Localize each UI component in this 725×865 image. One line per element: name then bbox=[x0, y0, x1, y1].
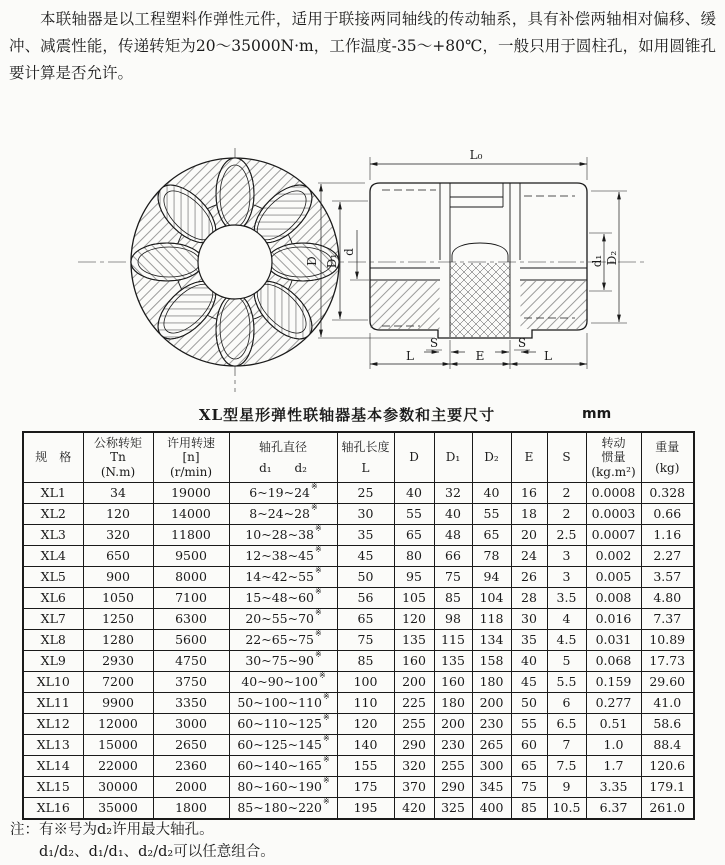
cell-D2: 40 bbox=[472, 483, 511, 504]
cell-bore: 60~110~125※ bbox=[229, 714, 337, 735]
cell-weight: 7.37 bbox=[641, 609, 694, 630]
col-header-length: 轴孔长度 L bbox=[337, 432, 394, 483]
cell-D: 55 bbox=[394, 504, 434, 525]
cell-torque: 900 bbox=[83, 567, 153, 588]
star-mark: ※ bbox=[322, 755, 330, 765]
table-row bbox=[23, 483, 694, 504]
cell-speed: 3000 bbox=[153, 714, 229, 735]
star-mark: ※ bbox=[322, 776, 330, 786]
cell-spec: XL1 bbox=[23, 483, 83, 504]
cell-speed: 2650 bbox=[153, 735, 229, 756]
notes bbox=[10, 819, 275, 863]
cell-length: 85 bbox=[337, 651, 394, 672]
cell-spec: XL5 bbox=[23, 567, 83, 588]
cell-D1: 66 bbox=[434, 546, 472, 567]
cell-weight: 41.0 bbox=[641, 693, 694, 714]
cell-D2: 345 bbox=[472, 777, 511, 798]
cell-inertia: 0.002 bbox=[586, 546, 641, 567]
cell-D: 255 bbox=[394, 714, 434, 735]
col-header-spec: 规 格 bbox=[23, 432, 83, 483]
cell-length: 35 bbox=[337, 525, 394, 546]
table-row bbox=[23, 546, 694, 567]
cell-D1: 48 bbox=[434, 525, 472, 546]
cell-length: 175 bbox=[337, 777, 394, 798]
cell-torque: 2930 bbox=[83, 651, 153, 672]
cell-D1: 135 bbox=[434, 651, 472, 672]
intro-paragraph: 本联轴器是以工程塑料作弹性元件，适用于联接两同轴线的传动轴系，具有补偿两轴相对偏移、缓冲、减震性能，传递转矩为20～35000N·m，工作温度-35～+80℃，一般只用于圆柱孔，如用圆锥孔要计算是否允许。 bbox=[9, 10, 716, 82]
cell-E: 28 bbox=[511, 588, 547, 609]
cell-S: 7.5 bbox=[547, 756, 586, 777]
cell-speed: 3750 bbox=[153, 672, 229, 693]
cell-torque: 1050 bbox=[83, 588, 153, 609]
cell-S: 4.5 bbox=[547, 630, 586, 651]
cell-D: 290 bbox=[394, 735, 434, 756]
cell-E: 20 bbox=[511, 525, 547, 546]
dim-label-S-right: S bbox=[517, 336, 527, 350]
cell-torque: 30000 bbox=[83, 777, 153, 798]
cell-bore: 10~28~38※ bbox=[229, 525, 337, 546]
cell-speed: 14000 bbox=[153, 504, 229, 525]
table-row bbox=[23, 777, 694, 798]
cell-D2: 265 bbox=[472, 735, 511, 756]
cell-D: 135 bbox=[394, 630, 434, 651]
cell-length: 75 bbox=[337, 630, 394, 651]
cell-weight: 261.0 bbox=[641, 798, 694, 820]
cell-inertia: 1.0 bbox=[586, 735, 641, 756]
star-mark: ※ bbox=[322, 692, 330, 702]
cell-inertia: 0.016 bbox=[586, 609, 641, 630]
note-line-1: 注：有※号为d₂许用最大轴孔。 bbox=[10, 822, 214, 838]
cell-spec: XL4 bbox=[23, 546, 83, 567]
left-hub-hatch bbox=[371, 281, 440, 329]
cell-D2: 400 bbox=[472, 798, 511, 820]
col-header-bore: 轴孔直径 d₁ d₂ bbox=[229, 432, 337, 483]
dim-label-S-left: S bbox=[429, 336, 439, 350]
table-row bbox=[23, 798, 694, 820]
star-mark: ※ bbox=[314, 608, 322, 618]
cell-E: 75 bbox=[511, 777, 547, 798]
cell-weight: 120.6 bbox=[641, 756, 694, 777]
cell-torque: 1250 bbox=[83, 609, 153, 630]
star-mark: ※ bbox=[322, 797, 330, 807]
star-mark: ※ bbox=[318, 671, 326, 681]
cell-E: 45 bbox=[511, 672, 547, 693]
cell-D: 65 bbox=[394, 525, 434, 546]
dim-label-d1: d₁ bbox=[590, 254, 604, 268]
star-mark: ※ bbox=[322, 734, 330, 744]
cell-spec: XL14 bbox=[23, 756, 83, 777]
cell-length: 30 bbox=[337, 504, 394, 525]
cell-D2: 200 bbox=[472, 693, 511, 714]
cell-D1: 290 bbox=[434, 777, 472, 798]
coupling-section-view bbox=[370, 183, 587, 338]
table-title: XL型星形弹性联轴器基本参数和主要尺寸 bbox=[198, 406, 496, 424]
cell-D2: 300 bbox=[472, 756, 511, 777]
cell-weight: 179.1 bbox=[641, 777, 694, 798]
cell-torque: 9900 bbox=[83, 693, 153, 714]
col-header-D1: D₁ bbox=[434, 432, 472, 483]
cell-torque: 15000 bbox=[83, 735, 153, 756]
cell-speed: 2000 bbox=[153, 777, 229, 798]
cell-D1: 200 bbox=[434, 714, 472, 735]
dim-label-D1: D₁ bbox=[325, 253, 339, 269]
cell-spec: XL12 bbox=[23, 714, 83, 735]
cell-weight: 0.66 bbox=[641, 504, 694, 525]
col-header-D2: D₂ bbox=[472, 432, 511, 483]
cell-torque: 34 bbox=[83, 483, 153, 504]
cell-speed: 6300 bbox=[153, 609, 229, 630]
cell-E: 30 bbox=[511, 609, 547, 630]
cell-S: 6.5 bbox=[547, 714, 586, 735]
table-row bbox=[23, 630, 694, 651]
dim-label-d: d bbox=[342, 248, 356, 256]
cell-E: 40 bbox=[511, 651, 547, 672]
col-header-E: E bbox=[511, 432, 547, 483]
cell-inertia: 0.0008 bbox=[586, 483, 641, 504]
cell-D1: 85 bbox=[434, 588, 472, 609]
cell-speed: 7100 bbox=[153, 588, 229, 609]
cell-D2: 104 bbox=[472, 588, 511, 609]
cell-S: 7 bbox=[547, 735, 586, 756]
table-row bbox=[23, 672, 694, 693]
unit-label: mm bbox=[582, 406, 612, 422]
cell-D2: 65 bbox=[472, 525, 511, 546]
cell-weight: 1.16 bbox=[641, 525, 694, 546]
col-header-weight: 重量 (kg) bbox=[641, 432, 694, 483]
table-row bbox=[23, 693, 694, 714]
cell-weight: 0.328 bbox=[641, 483, 694, 504]
cell-D: 320 bbox=[394, 756, 434, 777]
cell-E: 85 bbox=[511, 798, 547, 820]
table-row bbox=[23, 651, 694, 672]
cell-inertia: 0.0003 bbox=[586, 504, 641, 525]
cell-inertia: 6.37 bbox=[586, 798, 641, 820]
cell-bore: 22~65~75※ bbox=[229, 630, 337, 651]
cell-speed: 11800 bbox=[153, 525, 229, 546]
cell-S: 5 bbox=[547, 651, 586, 672]
cell-inertia: 0.51 bbox=[586, 714, 641, 735]
cell-S: 5.5 bbox=[547, 672, 586, 693]
cell-spec: XL15 bbox=[23, 777, 83, 798]
cell-S: 2 bbox=[547, 483, 586, 504]
cell-speed: 3350 bbox=[153, 693, 229, 714]
star-mark: ※ bbox=[314, 629, 322, 639]
cell-bore: 15~48~60※ bbox=[229, 588, 337, 609]
col-header-inertia: 转动 惯量 (kg.m²) bbox=[586, 432, 641, 483]
star-mark: ※ bbox=[314, 524, 322, 534]
col-header-speed: 许用转速 [n] (r/min) bbox=[153, 432, 229, 483]
star-mark: ※ bbox=[314, 566, 322, 576]
cell-D: 225 bbox=[394, 693, 434, 714]
cell-bore: 6~19~24※ bbox=[229, 483, 337, 504]
cell-D: 370 bbox=[394, 777, 434, 798]
cell-S: 4 bbox=[547, 609, 586, 630]
star-mark: ※ bbox=[311, 482, 318, 492]
table-row bbox=[23, 567, 694, 588]
cell-D1: 180 bbox=[434, 693, 472, 714]
cell-speed: 19000 bbox=[153, 483, 229, 504]
cell-D2: 78 bbox=[472, 546, 511, 567]
cell-spec: XL2 bbox=[23, 504, 83, 525]
cell-inertia: 0.008 bbox=[586, 588, 641, 609]
cell-bore: 60~140~165※ bbox=[229, 756, 337, 777]
star-mark: ※ bbox=[314, 650, 322, 660]
cell-inertia: 1.7 bbox=[586, 756, 641, 777]
cell-D1: 40 bbox=[434, 504, 472, 525]
spec-table bbox=[22, 431, 695, 820]
cell-torque: 650 bbox=[83, 546, 153, 567]
cell-weight: 88.4 bbox=[641, 735, 694, 756]
cell-E: 35 bbox=[511, 630, 547, 651]
dim-label-L-left: L bbox=[406, 349, 414, 363]
cell-D: 200 bbox=[394, 672, 434, 693]
star-mark: ※ bbox=[311, 503, 318, 513]
cell-E: 60 bbox=[511, 735, 547, 756]
cell-spec: XL13 bbox=[23, 735, 83, 756]
cell-E: 18 bbox=[511, 504, 547, 525]
cell-length: 45 bbox=[337, 546, 394, 567]
cell-inertia: 0.159 bbox=[586, 672, 641, 693]
cell-speed: 4750 bbox=[153, 651, 229, 672]
star-hub-dome bbox=[452, 243, 508, 262]
cell-weight: 4.80 bbox=[641, 588, 694, 609]
col-header-torque: 公称转矩 Tn (N.m) bbox=[83, 432, 153, 483]
cell-D1: 75 bbox=[434, 567, 472, 588]
cell-D2: 158 bbox=[472, 651, 511, 672]
cell-spec: XL10 bbox=[23, 672, 83, 693]
cell-length: 50 bbox=[337, 567, 394, 588]
cell-bore: 14~42~55※ bbox=[229, 567, 337, 588]
cell-D: 40 bbox=[394, 483, 434, 504]
cell-speed: 5600 bbox=[153, 630, 229, 651]
cell-D1: 230 bbox=[434, 735, 472, 756]
cell-torque: 120 bbox=[83, 504, 153, 525]
cell-inertia: 0.068 bbox=[586, 651, 641, 672]
cell-spec: XL7 bbox=[23, 609, 83, 630]
cell-inertia: 0.005 bbox=[586, 567, 641, 588]
cell-S: 3 bbox=[547, 567, 586, 588]
cell-D1: 32 bbox=[434, 483, 472, 504]
cell-D: 160 bbox=[394, 651, 434, 672]
dim-label-D: D bbox=[305, 256, 319, 266]
cell-bore: 80~160~190※ bbox=[229, 777, 337, 798]
dim-label-L-right: L bbox=[544, 349, 552, 363]
cell-torque: 12000 bbox=[83, 714, 153, 735]
cell-length: 65 bbox=[337, 609, 394, 630]
cell-weight: 29.60 bbox=[641, 672, 694, 693]
spec-table-body bbox=[23, 483, 694, 820]
cell-D1: 325 bbox=[434, 798, 472, 820]
cell-S: 9 bbox=[547, 777, 586, 798]
cell-torque: 1280 bbox=[83, 630, 153, 651]
cell-D: 95 bbox=[394, 567, 434, 588]
cell-length: 110 bbox=[337, 693, 394, 714]
cell-D1: 160 bbox=[434, 672, 472, 693]
cell-D: 120 bbox=[394, 609, 434, 630]
cell-E: 55 bbox=[511, 714, 547, 735]
cell-length: 155 bbox=[337, 756, 394, 777]
cell-torque: 35000 bbox=[83, 798, 153, 820]
star-mark: ※ bbox=[322, 713, 330, 723]
cell-spec: XL16 bbox=[23, 798, 83, 820]
cell-bore: 20~55~70※ bbox=[229, 609, 337, 630]
star-mark: ※ bbox=[314, 545, 322, 555]
cell-inertia: 0.277 bbox=[586, 693, 641, 714]
center-bore bbox=[198, 225, 272, 299]
cell-bore: 50~100~110※ bbox=[229, 693, 337, 714]
cell-spec: XL8 bbox=[23, 630, 83, 651]
cell-weight: 58.6 bbox=[641, 714, 694, 735]
note-line-2: d₁/d₂、d₁/d₁、d₂/d₂可以任意组合。 bbox=[39, 844, 275, 860]
cell-bore: 30~75~90※ bbox=[229, 651, 337, 672]
cell-speed: 8000 bbox=[153, 567, 229, 588]
cell-weight: 17.73 bbox=[641, 651, 694, 672]
cell-D1: 115 bbox=[434, 630, 472, 651]
cell-E: 24 bbox=[511, 546, 547, 567]
cell-speed: 1800 bbox=[153, 798, 229, 820]
cell-inertia: 3.35 bbox=[586, 777, 641, 798]
cell-D: 420 bbox=[394, 798, 434, 820]
cell-D2: 230 bbox=[472, 714, 511, 735]
cell-bore: 40~90~100※ bbox=[229, 672, 337, 693]
cell-weight: 10.89 bbox=[641, 630, 694, 651]
cell-length: 195 bbox=[337, 798, 394, 820]
cell-length: 56 bbox=[337, 588, 394, 609]
cell-weight: 3.57 bbox=[641, 567, 694, 588]
cell-E: 50 bbox=[511, 693, 547, 714]
cell-weight: 2.27 bbox=[641, 546, 694, 567]
cell-S: 2 bbox=[547, 504, 586, 525]
cell-length: 100 bbox=[337, 672, 394, 693]
cell-S: 3 bbox=[547, 546, 586, 567]
cell-spec: XL6 bbox=[23, 588, 83, 609]
cell-D2: 55 bbox=[472, 504, 511, 525]
cell-bore: 60~125~145※ bbox=[229, 735, 337, 756]
header-row bbox=[23, 432, 694, 483]
cell-torque: 320 bbox=[83, 525, 153, 546]
cell-S: 10.5 bbox=[547, 798, 586, 820]
cell-bore: 12~38~45※ bbox=[229, 546, 337, 567]
right-hub-hatch bbox=[521, 281, 587, 329]
cell-spec: XL11 bbox=[23, 693, 83, 714]
cell-D2: 94 bbox=[472, 567, 511, 588]
star-element-hatch bbox=[451, 263, 510, 337]
cell-inertia: 0.031 bbox=[586, 630, 641, 651]
cell-D2: 180 bbox=[472, 672, 511, 693]
cell-bore: 8~24~28※ bbox=[229, 504, 337, 525]
cell-D2: 118 bbox=[472, 609, 511, 630]
cell-bore: 85~180~220※ bbox=[229, 798, 337, 820]
cell-E: 26 bbox=[511, 567, 547, 588]
cell-S: 2.5 bbox=[547, 525, 586, 546]
cell-S: 6 bbox=[547, 693, 586, 714]
table-row bbox=[23, 756, 694, 777]
table-row bbox=[23, 735, 694, 756]
table-row bbox=[23, 609, 694, 630]
cell-speed: 9500 bbox=[153, 546, 229, 567]
cell-D: 80 bbox=[394, 546, 434, 567]
cell-D2: 134 bbox=[472, 630, 511, 651]
dim-label-L0: L₀ bbox=[469, 148, 483, 162]
dim-label-D2: D₂ bbox=[605, 250, 619, 266]
table-row bbox=[23, 714, 694, 735]
col-header-S: S bbox=[547, 432, 586, 483]
cell-length: 140 bbox=[337, 735, 394, 756]
cell-spec: XL3 bbox=[23, 525, 83, 546]
cell-torque: 22000 bbox=[83, 756, 153, 777]
dim-label-E: E bbox=[475, 349, 485, 363]
cell-D: 105 bbox=[394, 588, 434, 609]
cell-D1: 98 bbox=[434, 609, 472, 630]
cell-spec: XL9 bbox=[23, 651, 83, 672]
cell-inertia: 0.0007 bbox=[586, 525, 641, 546]
cell-D1: 255 bbox=[434, 756, 472, 777]
col-header-D: D bbox=[394, 432, 434, 483]
cell-S: 3.5 bbox=[547, 588, 586, 609]
cell-E: 16 bbox=[511, 483, 547, 504]
cell-torque: 7200 bbox=[83, 672, 153, 693]
table-row bbox=[23, 504, 694, 525]
table-row bbox=[23, 588, 694, 609]
cell-speed: 2360 bbox=[153, 756, 229, 777]
star-mark: ※ bbox=[314, 587, 322, 597]
cell-length: 120 bbox=[337, 714, 394, 735]
cell-length: 25 bbox=[337, 483, 394, 504]
cell-E: 65 bbox=[511, 756, 547, 777]
table-row bbox=[23, 525, 694, 546]
